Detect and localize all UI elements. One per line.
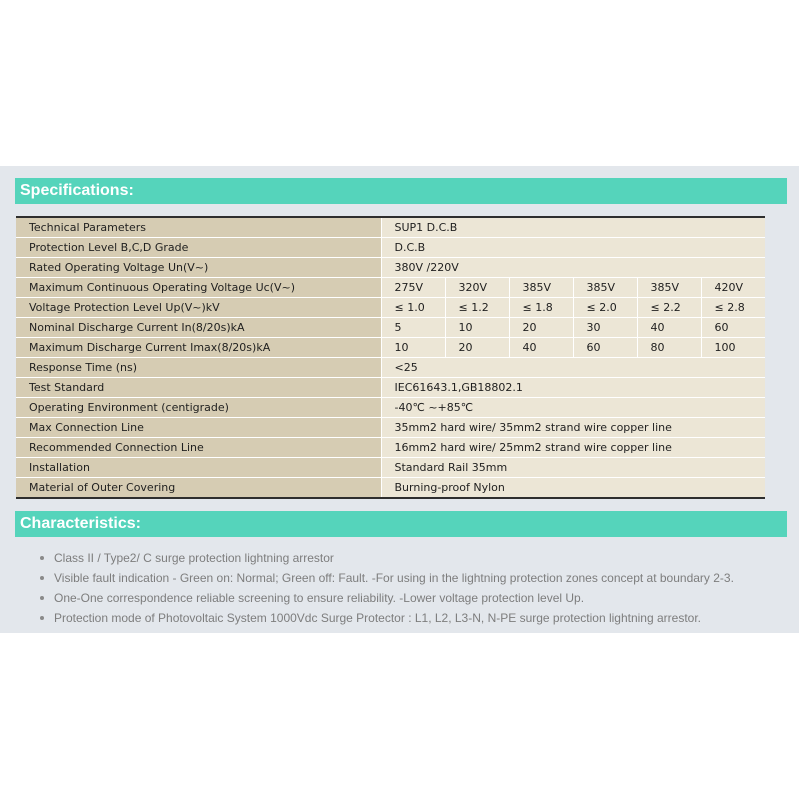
list-item xyxy=(40,568,734,588)
list-item xyxy=(40,588,734,608)
parameter-name: Operating Environment (centigrade) xyxy=(16,398,381,418)
parameter-name: Maximum Discharge Current Imax(8/20s)kA xyxy=(16,338,381,358)
list-item xyxy=(40,608,734,628)
list-item xyxy=(40,548,734,568)
table-row xyxy=(16,318,765,338)
parameter-value-cell: 420V xyxy=(701,278,765,298)
parameter-value: 380V /220V xyxy=(381,258,765,278)
parameter-value: 16mm2 hard wire/ 25mm2 strand wire copper line xyxy=(381,438,765,458)
parameter-value-cell: ≤ 2.0 xyxy=(573,298,637,318)
parameter-value: 35mm2 hard wire/ 35mm2 strand wire copper line xyxy=(381,418,765,438)
characteristics-header: Characteristics: xyxy=(15,511,787,537)
table-row xyxy=(16,398,765,418)
parameter-name: Technical Parameters xyxy=(16,217,381,238)
table-row xyxy=(16,438,765,458)
parameter-name: Material of Outer Covering xyxy=(16,478,381,499)
parameter-name: Protection Level B,C,D Grade xyxy=(16,238,381,258)
table-row xyxy=(16,478,765,499)
parameter-value-cell: 20 xyxy=(509,318,573,338)
parameter-name: Response Time (ns) xyxy=(16,358,381,378)
parameter-value: D.C.B xyxy=(381,238,765,258)
parameter-value-cell: 385V xyxy=(637,278,701,298)
parameter-value-cell: 80 xyxy=(637,338,701,358)
parameter-value-cell: ≤ 2.8 xyxy=(701,298,765,318)
parameter-name: Maximum Continuous Operating Voltage Uc(V~) xyxy=(16,278,381,298)
parameter-value: Burning-proof Nylon xyxy=(381,478,765,499)
bullet-icon xyxy=(40,556,44,560)
parameter-name: Nominal Discharge Current In(8/20s)kA xyxy=(16,318,381,338)
bullet-icon xyxy=(40,616,44,620)
parameter-value-cell: 40 xyxy=(509,338,573,358)
parameter-value-cell: ≤ 1.0 xyxy=(381,298,445,318)
table-row xyxy=(16,378,765,398)
table-row xyxy=(16,418,765,438)
parameter-value-cell: 10 xyxy=(381,338,445,358)
parameter-value-cell: 275V xyxy=(381,278,445,298)
table-row xyxy=(16,298,765,318)
parameter-value-cell: 40 xyxy=(637,318,701,338)
parameter-value: SUP1 D.C.B xyxy=(381,217,765,238)
parameter-value-cell: 60 xyxy=(701,318,765,338)
table-row xyxy=(16,258,765,278)
table-row xyxy=(16,278,765,298)
parameter-value-cell: 100 xyxy=(701,338,765,358)
product-info-panel xyxy=(0,166,799,633)
parameter-value-cell: 10 xyxy=(445,318,509,338)
specifications-table xyxy=(16,216,765,499)
characteristics-list xyxy=(40,548,734,628)
parameter-name: Recommended Connection Line xyxy=(16,438,381,458)
parameter-name: Installation xyxy=(16,458,381,478)
parameter-value-cell: 385V xyxy=(573,278,637,298)
characteristic-text: Class II / Type2/ C surge protection lightning arrestor xyxy=(54,551,334,565)
table-row xyxy=(16,238,765,258)
parameter-value-cell: 30 xyxy=(573,318,637,338)
characteristic-text: One-One correspondence reliable screening to ensure reliability. -Lower voltage protection level Up. xyxy=(54,591,585,605)
parameter-value: -40℃ ~+85℃ xyxy=(381,398,765,418)
characteristic-text: Visible fault indication - Green on: Normal; Green off: Fault. -For using in the lightning protection zones concept at boundary 2-3. xyxy=(54,571,734,585)
parameter-name: Test Standard xyxy=(16,378,381,398)
parameter-value-cell: 20 xyxy=(445,338,509,358)
characteristic-text: Protection mode of Photovoltaic System 1000Vdc Surge Protector : L1, L2, L3-N, N-PE surge protection lightning arrestor. xyxy=(54,611,702,625)
parameter-value: IEC61643.1,GB18802.1 xyxy=(381,378,765,398)
parameter-name: Voltage Protection Level Up(V~)kV xyxy=(16,298,381,318)
parameter-value-cell: ≤ 1.2 xyxy=(445,298,509,318)
parameter-value-cell: 320V xyxy=(445,278,509,298)
parameter-name: Max Connection Line xyxy=(16,418,381,438)
bullet-icon xyxy=(40,596,44,600)
table-row xyxy=(16,358,765,378)
parameter-value-cell: 385V xyxy=(509,278,573,298)
table-row xyxy=(16,458,765,478)
parameter-name: Rated Operating Voltage Un(V~) xyxy=(16,258,381,278)
parameter-value: <25 xyxy=(381,358,765,378)
parameter-value: Standard Rail 35mm xyxy=(381,458,765,478)
table-row xyxy=(16,217,765,238)
bullet-icon xyxy=(40,576,44,580)
parameter-value-cell: 60 xyxy=(573,338,637,358)
parameter-value-cell: 5 xyxy=(381,318,445,338)
table-row xyxy=(16,338,765,358)
parameter-value-cell: ≤ 2.2 xyxy=(637,298,701,318)
parameter-value-cell: ≤ 1.8 xyxy=(509,298,573,318)
specifications-header: Specifications: xyxy=(15,178,787,204)
